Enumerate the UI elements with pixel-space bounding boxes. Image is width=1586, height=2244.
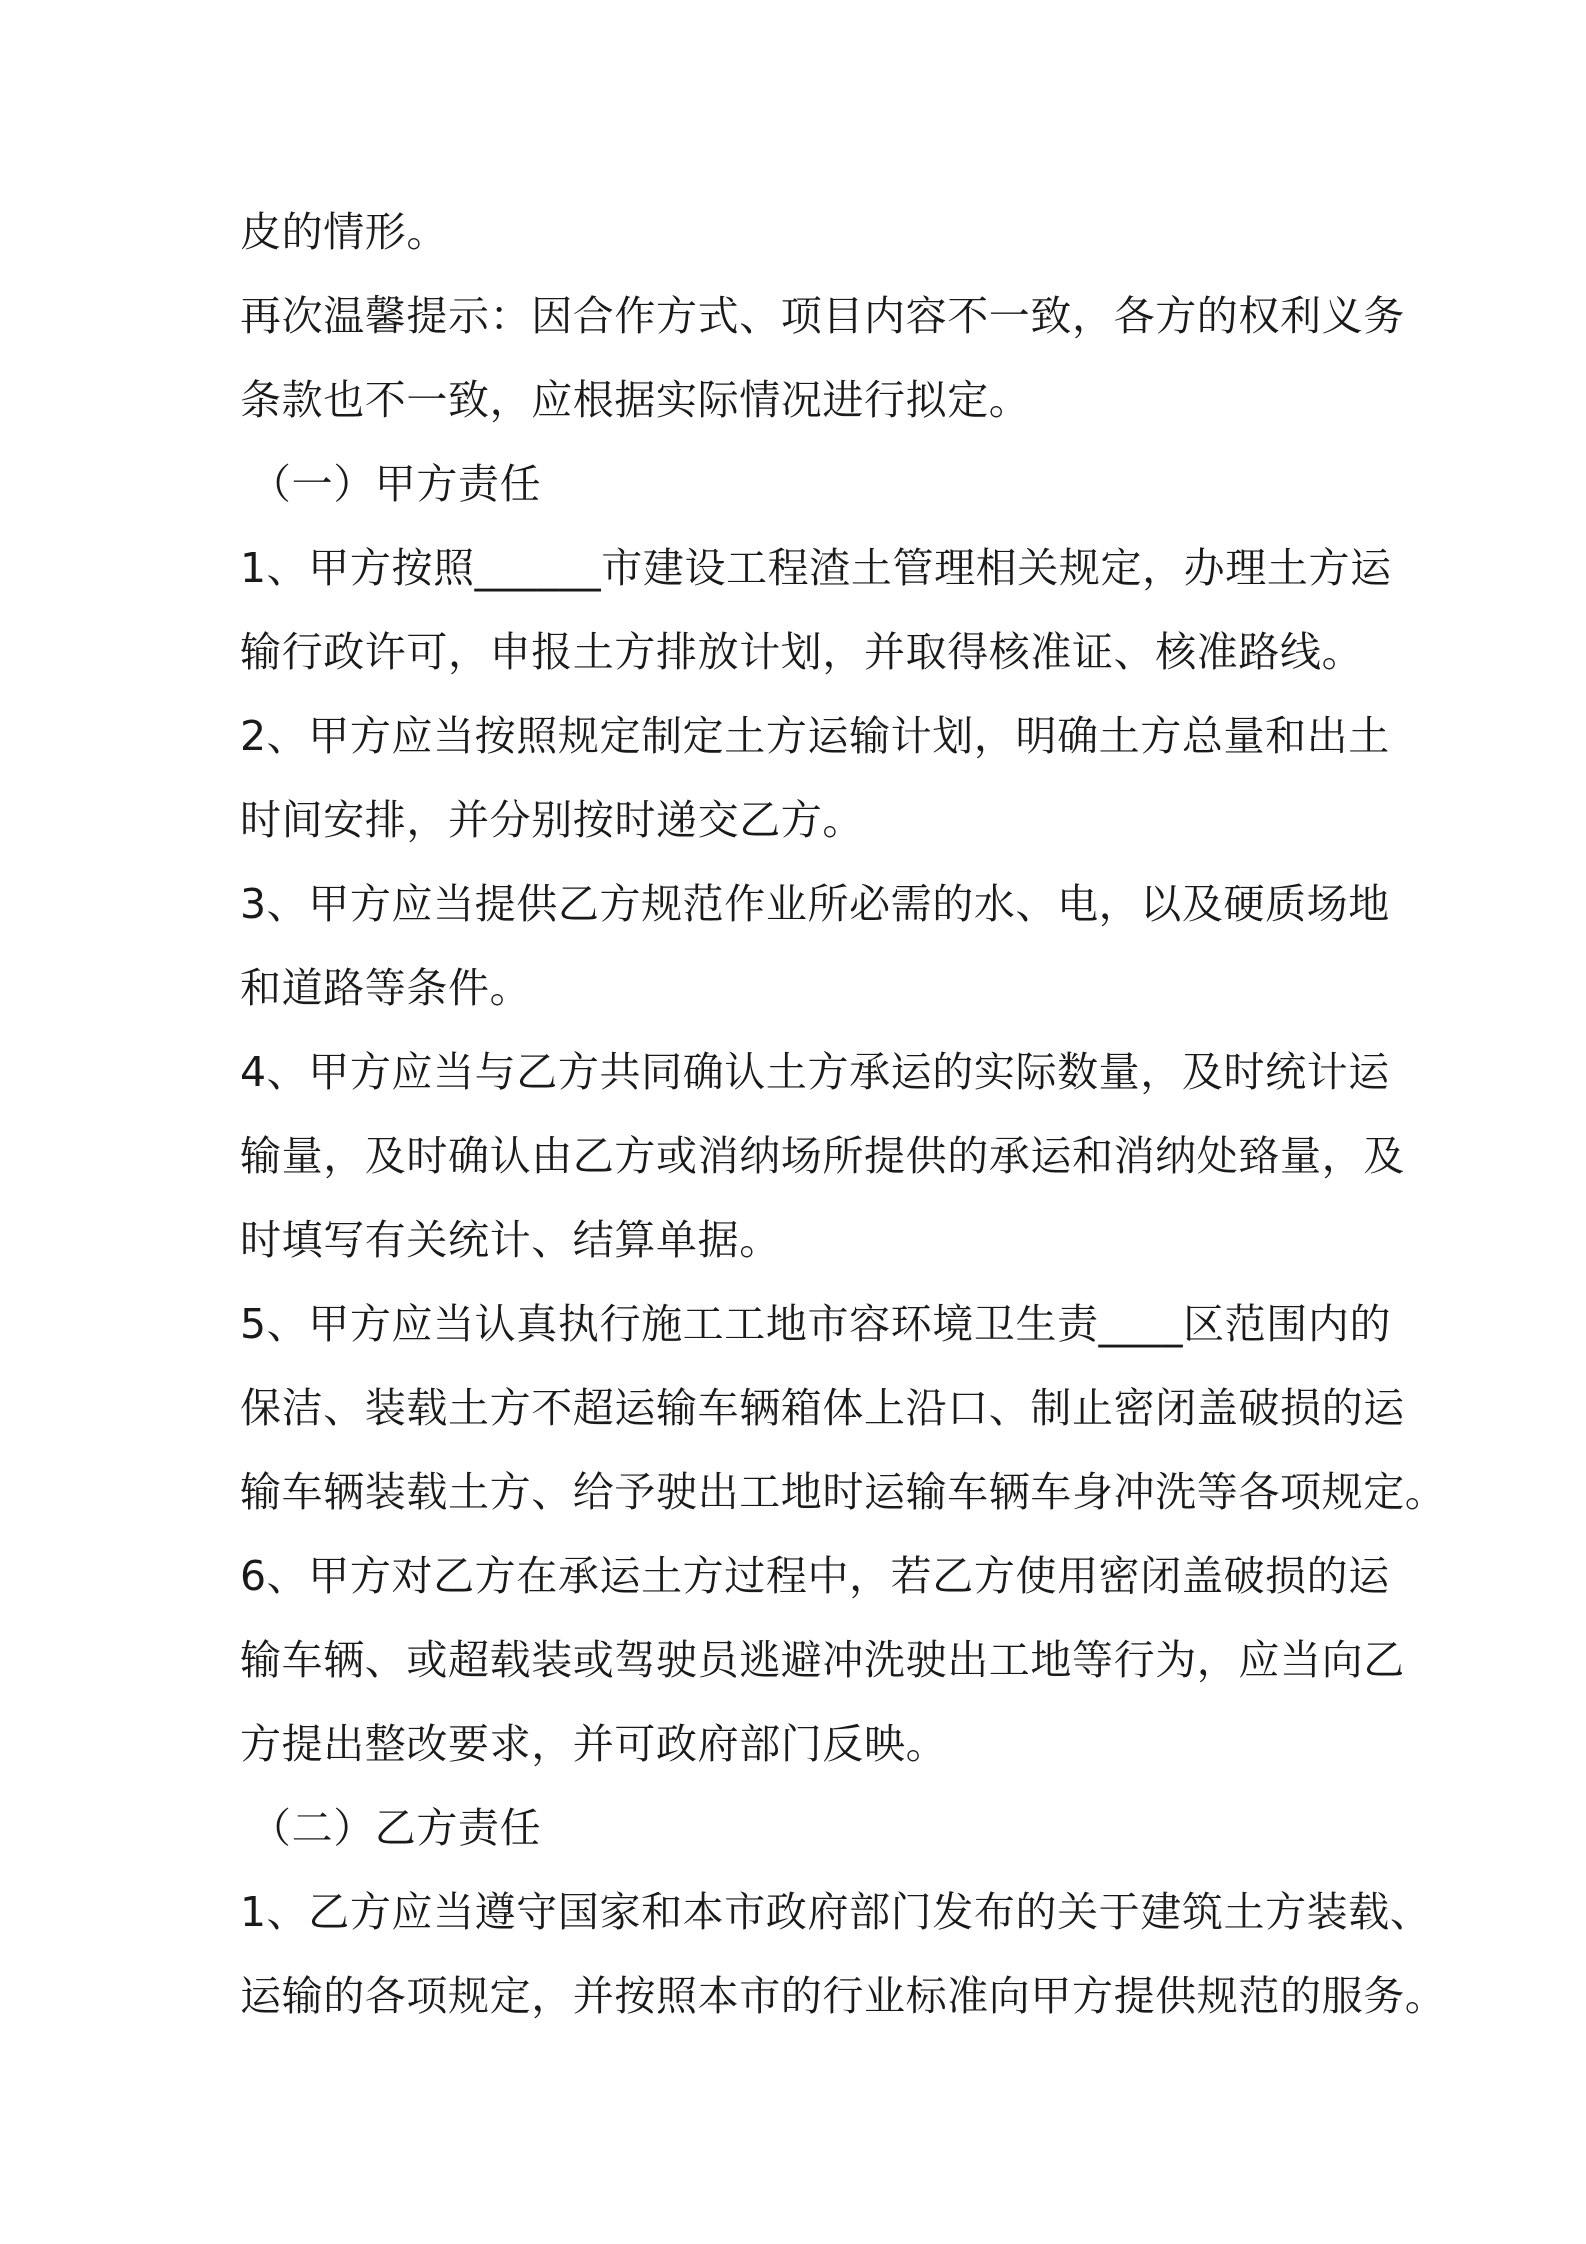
text-line: 4、甲方应当与乙方共同确认土方承运的实际数量，及时统计运	[240, 1048, 1390, 1096]
text-line: 保洁、装载土方不超运输车辆箱体上沿口、制止密闭盖破损的运	[240, 1384, 1405, 1432]
paragraph-reminder	[240, 274, 1405, 442]
section-heading-party-b	[240, 1786, 1370, 1870]
text-line: 6、甲方对乙方在承运土方过程中，若乙方使用密闭盖破损的运	[240, 1552, 1390, 1600]
text-line: 1、乙方应当遵守国家和本市政府部门发布的关于建筑土方装载、	[240, 1888, 1432, 1936]
text-line: 2、甲方应当按照规定制定土方运输计划，明确土方总量和出土	[240, 712, 1390, 760]
text-line: 方提出整改要求，并可政府部门反映。	[240, 1720, 948, 1768]
section-heading-party-a	[240, 442, 1370, 526]
clause-a-1	[240, 526, 1392, 694]
text-line: 运输的各项规定，并按照本市的行业标准向甲方提供规范的服务。	[240, 1972, 1447, 2020]
text-line: 时间安排，并分别按时递交乙方。	[240, 796, 864, 844]
text-line: 1、甲方按照______市建设工程渣土管理相关规定，办理土方运	[240, 544, 1392, 592]
text-line: 输车辆装载土方、给予驶出工地时运输车辆车身冲洗等各项规定。	[240, 1468, 1447, 1516]
clause-a-4	[240, 1030, 1405, 1282]
clause-a-3	[240, 862, 1390, 1030]
heading-line: （二）乙方责任	[250, 1804, 542, 1852]
text-line: 输行政许可，申报土方排放计划，并取得核准证、核准路线。	[240, 628, 1364, 676]
clause-a-6	[240, 1534, 1405, 1786]
text-line: 条款也不一致，应根据实际情况进行拟定。	[240, 376, 1031, 424]
text-line: 时填写有关统计、结算单据。	[240, 1216, 781, 1264]
clause-a-5	[240, 1282, 1447, 1534]
heading-line: （一）甲方责任	[250, 460, 542, 508]
text-line: 5、甲方应当认真执行施工工地市容环境卫生责____区范围内的	[240, 1300, 1392, 1348]
text-line: 皮的情形。	[240, 208, 448, 256]
text-line: 输车辆、或超载装或驾驶员逃避冲洗驶出工地等行为，应当向乙	[240, 1636, 1405, 1684]
paragraph-continuation	[240, 190, 1370, 274]
text-line: 3、甲方应当提供乙方规范作业所必需的水、电，以及硬质场地	[240, 880, 1390, 928]
text-line: 输量，及时确认由乙方或消纳场所提供的承运和消纳处臵量，及	[240, 1132, 1405, 1180]
clause-b-1	[240, 1870, 1447, 2038]
clause-a-2	[240, 694, 1390, 862]
text-line: 和道路等条件。	[240, 964, 532, 1012]
document-body	[240, 190, 1447, 2038]
text-line: 再次温馨提示：因合作方式、项目内容不一致，各方的权利义务	[240, 292, 1405, 340]
